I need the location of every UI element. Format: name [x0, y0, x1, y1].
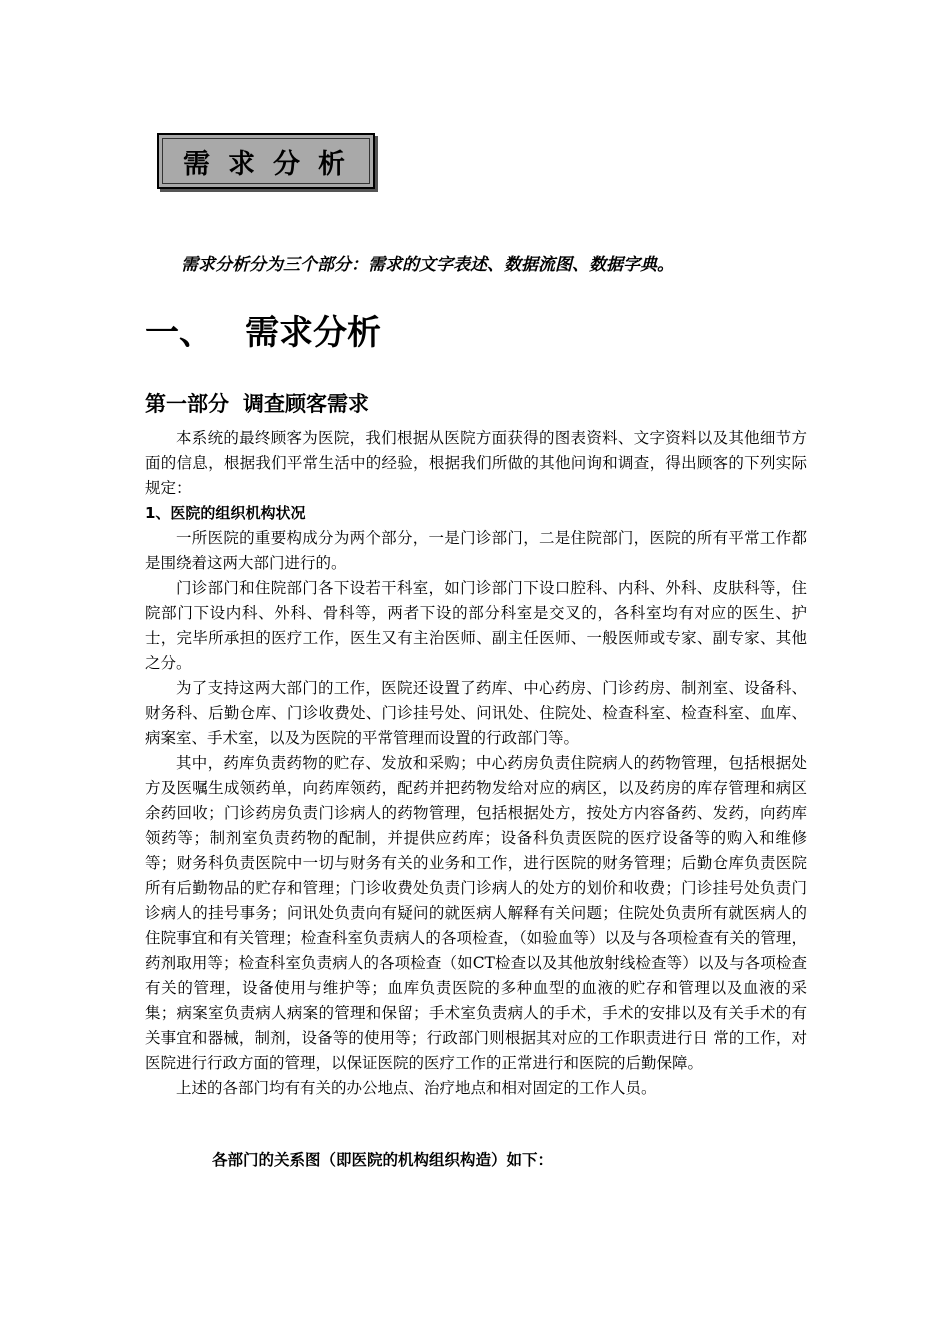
title-box-text: 需求分析 — [183, 148, 363, 180]
paragraph: 本系统的最终顾客为医院，我们根据从医院方面获得的图表资料、文字资料以及其他细节方面的信息，根据我们平常生活中的经验，根据我们所做的其他问询和调查，得出顾客的下列实际规定： — [145, 429, 807, 497]
heading-2-part: 第一部分 — [145, 392, 229, 416]
paragraph: 为了支持这两大部门的工作，医院还设置了药库、中心药房、门诊药房、制剂室、设备科、财务科、后勤仓库、门诊收费处、门诊挂号处、问讯处、住院处、检查科室、检查科室、血库、病案室、手术室，以及为医院的平常管理而设置的行政部门等。 — [145, 679, 807, 747]
paragraph: 其中，药库负责药物的贮存、发放和采购；中心药房负责住院病人的药物管理，包括根据处方及医嘱生成领药单，向药库领药，配药并把药物发给对应的病区，以及药房的库存管理和病区余药回收；门诊药房负责门诊病人的药物管理，包括根据处方，按处方内容备药、发药，向药库领药等；制剂室负责药物的配制，并提供应药库；设备科负责医院的医疗设备等的购入和维修等；财务科负责医院中一切与财务有关的业务和工作，进行医院的财务管理；后勤仓库负责医院所有后勤物品的贮存和管理；门诊收费处负责门诊病人的处方的划价和收费；门诊挂号处负责门诊病人的挂号事务；问讯处负责向有疑问的就医病人解释有关问题；住院处负责所有就医病人的住院事宜和有关管理；检查科室负责病人的各项检查，（如验血等）以及与各项检查有关的管理，药剂取用等；检查科室负责病人的各项检查（如CT检查以及其他放射线检查等）以及与各项检查有关的管理，设备使用与维护等；血库负责医院的多种血型的血液的贮存和管理以及血液的采集；病案室负责病人病案的管理和保留；手术室负责病人的手术，手术的安排以及有关手术的有关事宜和器械，制剂，设备等的使用等；行政部门则根据其对应的工作职责进行日 常的工作，对医院进行行政方面的管理，以保证医院的医疗工作的正常进行和医院的后勤保障。 — [145, 754, 807, 1072]
heading-1-text: 需求分析 — [245, 313, 381, 353]
heading-1-number: 一、 — [145, 313, 213, 353]
paragraph: 门诊部门和住院部门各下设若干科室，如门诊部门下设口腔科、内科、外科、皮肤科等，住院部门下设内科、外科、骨科等，两者下设的部分科室是交叉的，各科室均有对应的医生、护士，完毕所承担的医疗工作，医生又有主治医师、副主任医师、一般医师或专家、副专家、其他之分。 — [145, 579, 807, 672]
heading-2 — [145, 388, 369, 418]
paragraph: 上述的各部门均有有关的办公地点、治疗地点和相对固定的工作人员。 — [176, 1079, 657, 1097]
paragraph: 一所医院的重要构成分为两个部分，一是门诊部门，二是住院部门，医院的所有平常工作都是围绕着这两大部门进行的。 — [145, 529, 807, 572]
heading-1 — [145, 305, 381, 354]
subheading: 1、医院的组织机构状况 — [145, 504, 306, 522]
diagram-caption: 各部门的关系图（即医院的机构组织构造）如下： — [212, 1151, 554, 1169]
intro-text: 需求分析分为三个部分：需求的文字表述、数据流图、数据字典。 — [181, 255, 674, 275]
heading-2-text: 调查顾客需求 — [243, 392, 369, 416]
body-text — [145, 426, 807, 1101]
title-box — [157, 133, 375, 189]
